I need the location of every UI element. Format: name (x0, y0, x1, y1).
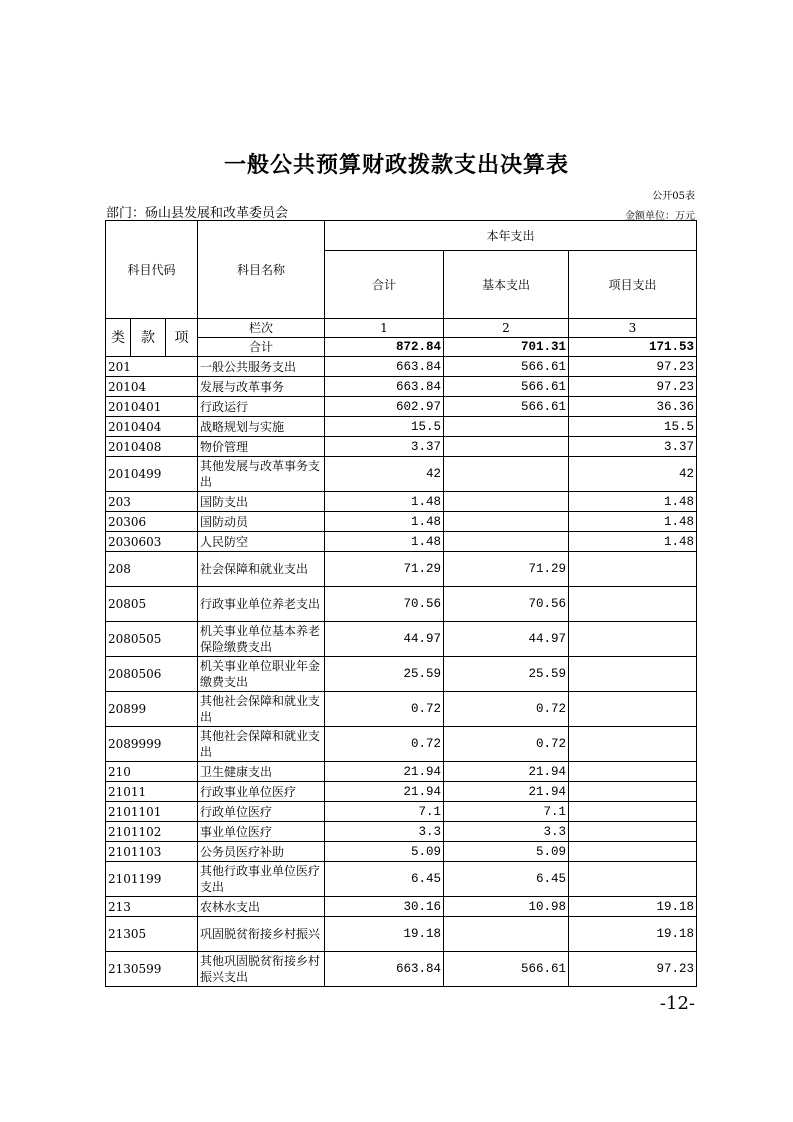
table-row (106, 802, 697, 822)
row-name: 农林水支出 (198, 897, 325, 917)
row-name: 战略规划与实施 (198, 417, 325, 437)
row-code: 2080505 (106, 622, 198, 657)
row-basic: 0.72 (444, 692, 569, 727)
row-code: 2010408 (106, 437, 198, 457)
row-basic: 566.61 (444, 377, 569, 397)
table-row (106, 417, 697, 437)
row-total: 42 (325, 457, 444, 492)
row-name: 人民防空 (198, 532, 325, 552)
table-row (106, 897, 697, 917)
column-index-1: 1 (325, 319, 444, 338)
header-basic: 基本支出 (444, 251, 569, 319)
row-total: 70.56 (325, 587, 444, 622)
table-row (106, 512, 697, 532)
row-name: 国防动员 (198, 512, 325, 532)
table-row (106, 457, 697, 492)
page-title: 一般公共预算财政拨款支出决算表 (223, 153, 569, 178)
row-total: 663.84 (325, 357, 444, 377)
header-year-spend: 本年支出 (325, 221, 697, 251)
department: 部门：砀山县发展和改革委员会 (106, 206, 289, 221)
row-name: 一般公共服务支出 (198, 357, 325, 377)
row-code: 201 (106, 357, 198, 377)
row-project: 15.5 (569, 417, 697, 437)
row-name: 其他行政事业单位医疗支出 (198, 862, 325, 897)
row-total: 1.48 (325, 532, 444, 552)
column-index-3: 3 (569, 319, 697, 338)
row-basic: 3.3 (444, 822, 569, 842)
row-code: 2030603 (106, 532, 198, 552)
row-basic: 71.29 (444, 552, 569, 587)
row-code: 21011 (106, 782, 198, 802)
row-project: 97.23 (569, 952, 697, 987)
table-row (106, 952, 697, 987)
row-basic (444, 492, 569, 512)
row-project: 97.23 (569, 377, 697, 397)
row-project (569, 587, 697, 622)
row-project (569, 727, 697, 762)
row-code: 20306 (106, 512, 198, 532)
sum-basic: 701.31 (444, 338, 569, 357)
row-code: 20899 (106, 692, 198, 727)
row-project: 42 (569, 457, 697, 492)
row-project (569, 762, 697, 782)
row-code: 2101101 (106, 802, 198, 822)
row-project (569, 692, 697, 727)
row-code: 213 (106, 897, 198, 917)
row-project (569, 842, 697, 862)
row-name: 巩固脱贫衔接乡村振兴 (198, 917, 325, 952)
row-project: 19.18 (569, 897, 697, 917)
row-basic: 5.09 (444, 842, 569, 862)
table-row (106, 397, 697, 417)
row-basic (444, 532, 569, 552)
row-basic (444, 917, 569, 952)
row-basic: 70.56 (444, 587, 569, 622)
row-total: 25.59 (325, 657, 444, 692)
row-project: 1.48 (569, 532, 697, 552)
row-name: 卫生健康支出 (198, 762, 325, 782)
row-basic: 21.94 (444, 782, 569, 802)
row-name: 其他社会保障和就业支出 (198, 692, 325, 727)
table-row (106, 437, 697, 457)
row-name: 机关事业单位基本养老保险缴费支出 (198, 622, 325, 657)
header-code: 科目代码 (106, 221, 198, 319)
table-row (106, 622, 697, 657)
row-total: 0.72 (325, 727, 444, 762)
row-project (569, 802, 697, 822)
header-project: 项目支出 (569, 251, 697, 319)
row-name: 物价管理 (198, 437, 325, 457)
row-project (569, 862, 697, 897)
row-code: 21305 (106, 917, 198, 952)
row-name: 公务员医疗补助 (198, 842, 325, 862)
table-row (106, 657, 697, 692)
row-basic: 7.1 (444, 802, 569, 822)
row-code: 2010404 (106, 417, 198, 437)
row-code: 2010401 (106, 397, 198, 417)
row-basic (444, 457, 569, 492)
row-total: 3.3 (325, 822, 444, 842)
table-row (106, 842, 697, 862)
row-total: 7.1 (325, 802, 444, 822)
header-lei: 类 (106, 319, 131, 357)
row-name: 其他巩固脱贫衔接乡村振兴支出 (198, 952, 325, 987)
row-total: 0.72 (325, 692, 444, 727)
row-code: 208 (106, 552, 198, 587)
row-total: 663.84 (325, 377, 444, 397)
row-basic: 566.61 (444, 357, 569, 377)
row-code: 2080506 (106, 657, 198, 692)
row-basic (444, 437, 569, 457)
table-row (106, 532, 697, 552)
header-name: 科目名称 (198, 221, 325, 319)
row-name: 发展与改革事务 (198, 377, 325, 397)
table-row (106, 552, 697, 587)
table-number: 公开05表 (652, 191, 695, 202)
sum-label: 合计 (198, 338, 325, 357)
row-code: 20805 (106, 587, 198, 622)
row-name: 行政运行 (198, 397, 325, 417)
row-total: 602.97 (325, 397, 444, 417)
row-basic: 566.61 (444, 952, 569, 987)
amount-unit: 金额单位：万元 (625, 211, 695, 222)
row-total: 30.16 (325, 897, 444, 917)
row-name: 社会保障和就业支出 (198, 552, 325, 587)
row-project: 1.48 (569, 492, 697, 512)
row-name: 行政单位医疗 (198, 802, 325, 822)
row-project: 1.48 (569, 512, 697, 532)
row-total: 71.29 (325, 552, 444, 587)
row-basic: 0.72 (444, 727, 569, 762)
row-basic: 6.45 (444, 862, 569, 897)
header-total: 合计 (325, 251, 444, 319)
row-code: 203 (106, 492, 198, 512)
row-total: 15.5 (325, 417, 444, 437)
row-basic: 566.61 (444, 397, 569, 417)
row-basic (444, 417, 569, 437)
row-basic (444, 512, 569, 532)
row-total: 5.09 (325, 842, 444, 862)
row-basic: 44.97 (444, 622, 569, 657)
row-project: 36.36 (569, 397, 697, 417)
table-row (106, 692, 697, 727)
row-project (569, 622, 697, 657)
row-total: 19.18 (325, 917, 444, 952)
row-code: 210 (106, 762, 198, 782)
table-row (106, 822, 697, 842)
row-project (569, 782, 697, 802)
row-project: 97.23 (569, 357, 697, 377)
expenditure-table (105, 220, 697, 987)
table-row (106, 762, 697, 782)
header-kuan: 款 (131, 319, 166, 357)
sum-project: 171.53 (569, 338, 697, 357)
table-row (106, 587, 697, 622)
row-code: 2089999 (106, 727, 198, 762)
row-total: 663.84 (325, 952, 444, 987)
row-code: 2101199 (106, 862, 198, 897)
table-row (106, 917, 697, 952)
row-code: 2101103 (106, 842, 198, 862)
table-row (106, 492, 697, 512)
row-total: 21.94 (325, 762, 444, 782)
header-xiang: 项 (166, 319, 198, 357)
table-row (106, 727, 697, 762)
table-row (106, 377, 697, 397)
row-project (569, 657, 697, 692)
row-total: 21.94 (325, 782, 444, 802)
row-basic: 10.98 (444, 897, 569, 917)
row-basic: 21.94 (444, 762, 569, 782)
row-code: 2101102 (106, 822, 198, 842)
row-code: 20104 (106, 377, 198, 397)
row-total: 44.97 (325, 622, 444, 657)
table-row (106, 862, 697, 897)
row-name: 国防支出 (198, 492, 325, 512)
table-row (106, 357, 697, 377)
row-name: 事业单位医疗 (198, 822, 325, 842)
row-code: 2010499 (106, 457, 198, 492)
row-project (569, 552, 697, 587)
row-project: 19.18 (569, 917, 697, 952)
row-name: 行政事业单位养老支出 (198, 587, 325, 622)
row-basic: 25.59 (444, 657, 569, 692)
sum-total: 872.84 (325, 338, 444, 357)
row-project (569, 822, 697, 842)
row-code: 2130599 (106, 952, 198, 987)
row-name: 其他发展与改革事务支出 (198, 457, 325, 492)
row-total: 3.37 (325, 437, 444, 457)
row-total: 6.45 (325, 862, 444, 897)
page-number: -12- (659, 993, 695, 1014)
row-total: 1.48 (325, 492, 444, 512)
row-name: 其他社会保障和就业支出 (198, 727, 325, 762)
row-total: 1.48 (325, 512, 444, 532)
column-index-2: 2 (444, 319, 569, 338)
row-name: 机关事业单位职业年金缴费支出 (198, 657, 325, 692)
row-name: 行政事业单位医疗 (198, 782, 325, 802)
row-project: 3.37 (569, 437, 697, 457)
table-row (106, 782, 697, 802)
column-index-label: 栏次 (198, 319, 325, 338)
